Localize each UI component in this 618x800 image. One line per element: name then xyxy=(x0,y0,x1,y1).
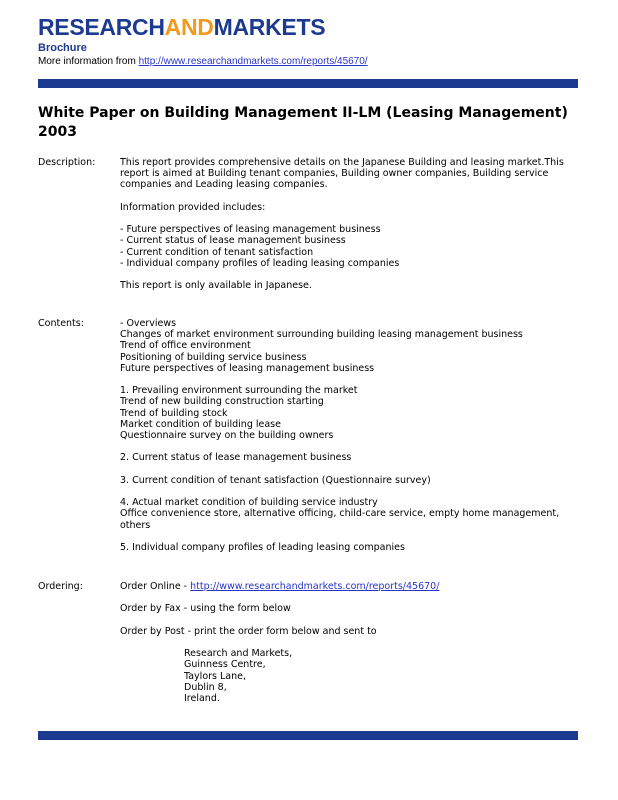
contents-line: Questionnaire survey on the building owners xyxy=(120,430,334,442)
contents-group xyxy=(120,385,582,441)
contents-line: Trend of building stock xyxy=(120,407,228,419)
address-line: Guinness Centre, xyxy=(184,659,266,671)
order-by-post: Order by Post - print the order form below and sent to xyxy=(120,625,377,637)
contents-line: Trend of new building construction starting xyxy=(120,396,324,408)
order-online-link[interactable]: http://www.researchandmarkets.com/reports/45670/ xyxy=(190,581,440,592)
order-online-line xyxy=(120,581,582,592)
page-title: White Paper on Building Management II-LM (Leasing Management) 2003 xyxy=(38,105,568,140)
ordering-label: Ordering: xyxy=(38,581,83,592)
contents-label: Contents: xyxy=(38,318,84,329)
more-info-line xyxy=(38,56,368,67)
description-bullet: - Current condition of tenant satisfaction xyxy=(120,246,314,258)
more-info-link[interactable]: http://www.researchandmarkets.com/reports/45670/ xyxy=(138,56,368,67)
contents-line: Changes of market environment surrounding building leasing management business xyxy=(120,329,523,341)
contents-line: 3. Current condition of tenant satisfaction (Questionnaire survey) xyxy=(120,474,431,486)
top-divider-bar xyxy=(38,79,578,88)
language-note: This report is only available in Japanese. xyxy=(120,280,312,292)
bottom-divider-bar xyxy=(38,731,578,740)
description-section xyxy=(120,157,582,291)
ordering-section xyxy=(120,581,582,704)
description-bullet: - Current status of lease management business xyxy=(120,235,346,247)
description-bullet: - Future perspectives of leasing management business xyxy=(120,224,381,236)
contents-line: 1. Prevailing environment surrounding the market xyxy=(120,385,358,397)
contents-section xyxy=(120,318,582,553)
info-heading: Information provided includes: xyxy=(120,201,266,213)
logo-markets-text: MARKETS xyxy=(213,14,326,40)
contents-line: - Overviews xyxy=(120,318,177,329)
logo-and-text: AND xyxy=(164,14,214,40)
brochure-heading: Brochure xyxy=(38,42,87,54)
contents-line: Future perspectives of leasing management business xyxy=(120,362,375,374)
order-by-fax: Order by Fax - using the form below xyxy=(120,603,291,615)
contents-group xyxy=(120,452,582,463)
description-bullet-list xyxy=(120,224,582,269)
contents-line: 5. Individual company profiles of leading leasing companies xyxy=(120,541,405,553)
description-bullet: - Individual company profiles of leading leasing companies xyxy=(120,257,400,269)
contents-group xyxy=(120,318,582,374)
contents-line: Trend of office environment xyxy=(120,340,251,352)
address-line: Taylors Lane, xyxy=(184,670,247,682)
address-line: Ireland. xyxy=(184,692,220,704)
research-and-markets-logo xyxy=(38,14,325,40)
order-online-label: Order Online - xyxy=(120,581,188,592)
contents-line: Office convenience store, alternative officing, child-care service, empty home management, others xyxy=(120,508,560,531)
more-info-label: More information from xyxy=(38,56,136,67)
description-text: This report provides comprehensive details on the Japanese Building and leasing market.This report is aimed at Building tenant companies, Building owner companies, Building service companies and Leading leasing companies. xyxy=(120,157,564,191)
contents-group xyxy=(120,475,582,486)
logo-research-text: RESEARCH xyxy=(38,14,165,40)
contents-group xyxy=(120,542,582,553)
contents-line: Positioning of building service business xyxy=(120,351,307,363)
contents-line: Market condition of building lease xyxy=(120,418,281,430)
description-label: Description: xyxy=(38,157,96,168)
contents-group xyxy=(120,497,582,531)
address-line: Research and Markets, xyxy=(184,648,293,660)
postal-address xyxy=(120,648,582,704)
address-line: Dublin 8, xyxy=(184,681,227,693)
contents-line: 4. Actual market condition of building service industry xyxy=(120,497,378,509)
contents-line: 2. Current status of lease management business xyxy=(120,452,352,464)
